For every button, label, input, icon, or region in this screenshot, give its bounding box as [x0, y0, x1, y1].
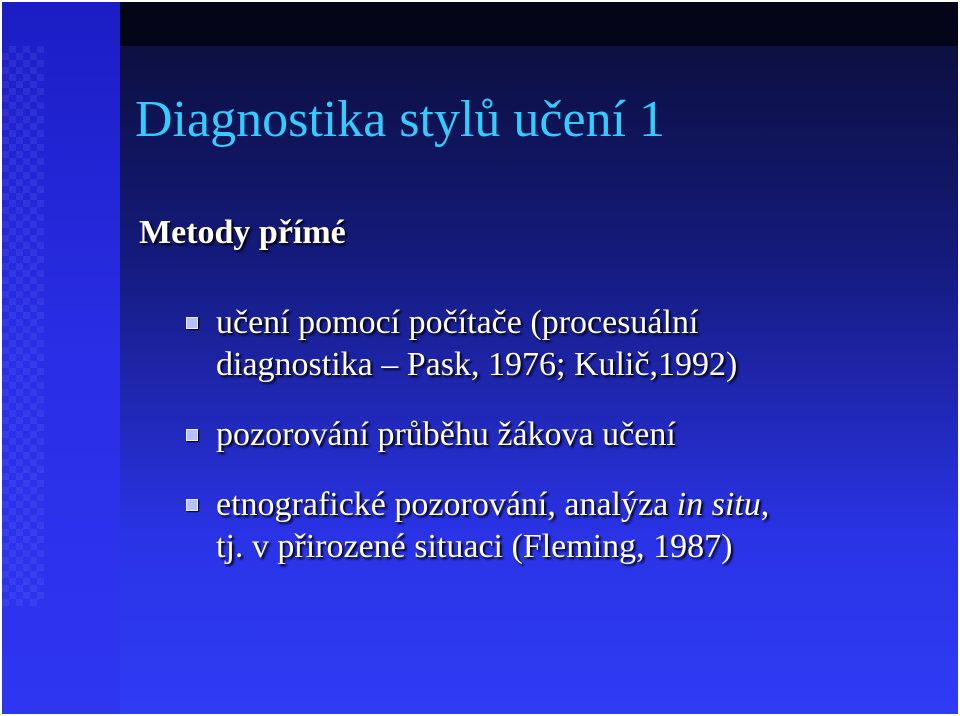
bullet-1-line-2: diagnostika – Pask, 1976; Kulič,1992) [216, 346, 738, 383]
square-bullet-icon [186, 317, 198, 329]
slide [2, 2, 958, 714]
slide-subtitle: Metody přímé [139, 214, 346, 251]
bullet-3-line-1 [216, 484, 926, 526]
bullet-3-line-2: tj. v přirozené situaci (Fleming, 1987) [216, 528, 733, 565]
bullet-3-italic-term: in situ [676, 486, 761, 523]
bullet-list [186, 302, 926, 596]
bullet-item-1 [186, 302, 926, 386]
slide-title: Diagnostika stylů učení 1 [135, 91, 666, 148]
bullet-item-2 [186, 414, 926, 456]
bullet-1-line-1: učení pomocí počítače (procesuální [216, 304, 699, 341]
square-bullet-icon [186, 429, 198, 441]
slide-content [2, 2, 958, 714]
bullet-3-text-suffix: , [760, 486, 770, 523]
bullet-2-line-1: pozorování průběhu žákova učení [216, 416, 676, 453]
square-bullet-icon [186, 499, 198, 511]
bullet-item-3 [186, 484, 926, 568]
bullet-3-text-prefix: etnografické pozorování, analýza [216, 486, 677, 523]
